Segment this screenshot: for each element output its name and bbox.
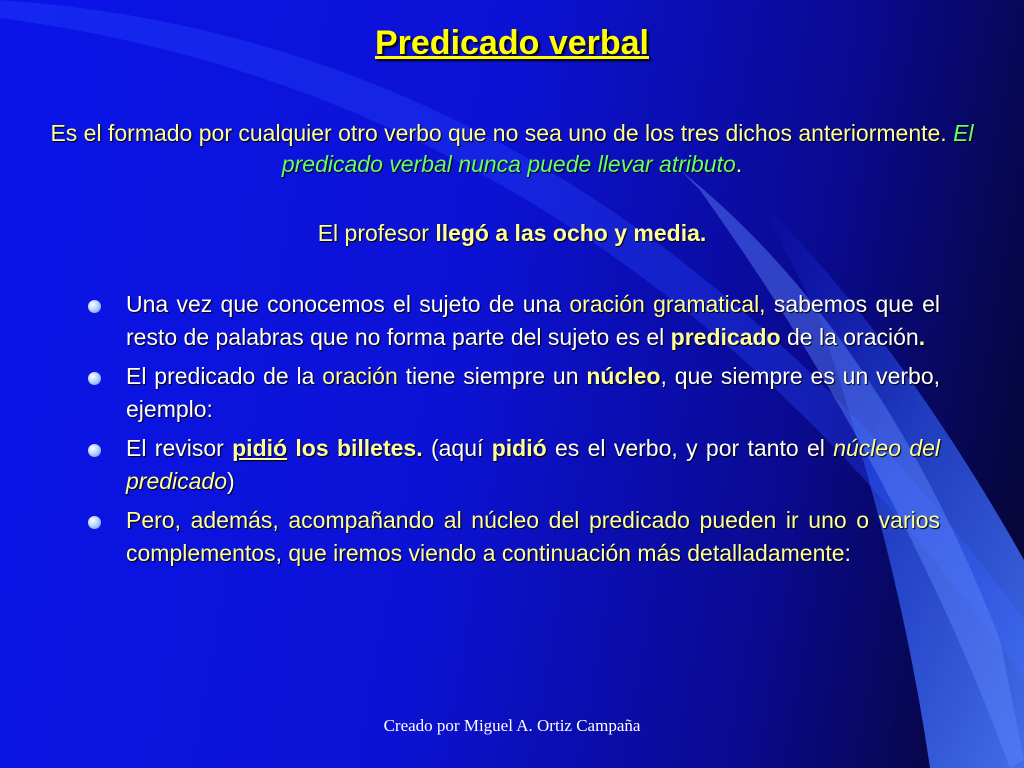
bullet-text: (aquí [422,435,492,461]
footer-credit: Creado por Miguel A. Ortiz Campaña [383,716,641,735]
bullet-icon [88,444,101,457]
example-subject: El profesor [317,220,436,246]
slide-title: Predicado verbal [374,24,649,62]
bullet-text: de la oración [780,324,919,350]
bullet-highlight: oración gramatical, [569,291,766,317]
intro-text: Es el formado por cualquier otro verbo que no sea uno de los tres dichos anteriormente. [50,120,954,146]
bullet-text: es el verbo, y por tanto el [546,435,834,461]
bullet-text: , que siempre es un verbo, ejemplo: [126,363,941,422]
bullet-text: , [275,540,289,566]
example-sentence [0,220,1024,247]
bullet-item [88,360,940,426]
bullet-item [88,432,940,498]
bullet-text: El predicado de la [126,363,323,389]
intro-paragraph [40,118,984,180]
bullet-highlight: que iremos viendo a continuación más detalladamente [288,540,845,566]
bullet-keyword: pidió [491,435,547,461]
bullet-highlight: oración [322,363,398,389]
bullet-icon [88,516,101,529]
bullet-list [88,288,940,576]
bullet-text: . [918,324,926,350]
bullet-highlight: Pero, además, acompañando al núcleo del predicado pueden ir uno o varios complementos [126,507,940,566]
bullet-text: sabemos que el resto de palabras que no forma parte del sujeto es el [126,291,940,350]
bullet-item [88,288,940,354]
bullet-item [88,504,940,570]
bullet-text: El revisor [126,435,233,461]
bullet-icon [88,372,101,385]
bullet-text: : [844,540,851,566]
example-predicate: llegó a las ocho y media. [435,220,707,246]
bullet-text: Una vez que conocemos el sujeto de una [126,291,570,317]
intro-italic-text: El predicado verbal nunca puede llevar atributo [281,120,974,177]
bullet-keyword: pidió [232,435,288,461]
bullet-highlight: núcleo del predicado [126,435,941,494]
bullet-text: tiene siempre un [397,363,587,389]
bullet-keyword: núcleo [586,363,661,389]
bullet-keyword: los billetes. [295,435,423,461]
bullet-text: ) [227,468,235,494]
bullet-icon [88,300,101,313]
intro-period: . [735,151,743,177]
bullet-keyword: predicado [670,324,781,350]
